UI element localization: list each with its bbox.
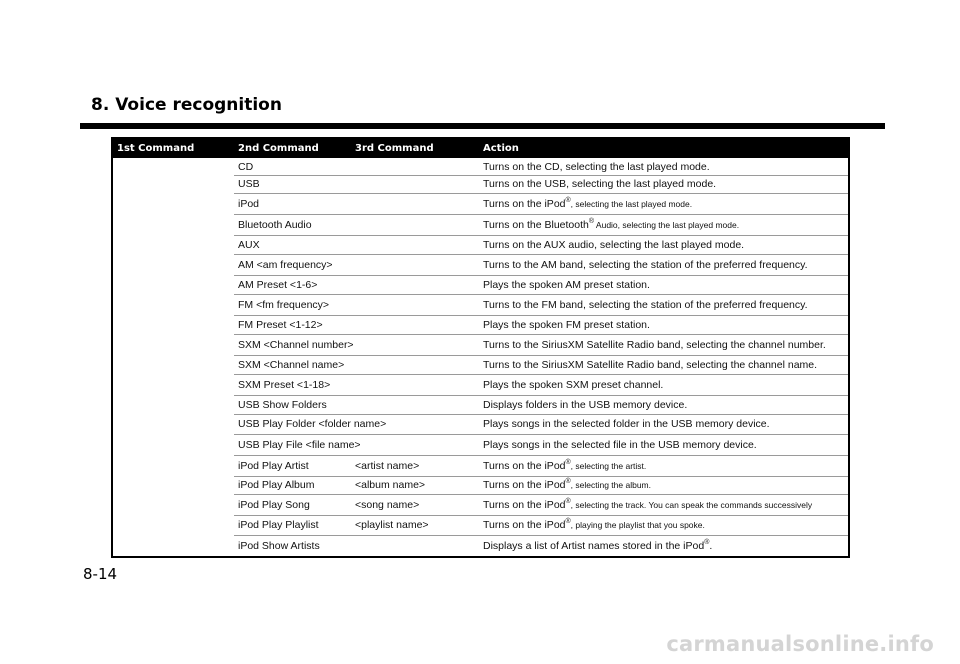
second-command-cell: iPod Play Album	[238, 479, 315, 491]
second-command-cell: SXM <Channel name>	[238, 359, 345, 371]
third-command-cell: <artist name>	[355, 460, 420, 472]
watermark: carmanualsonline.info	[666, 632, 934, 656]
header-action: Action	[483, 143, 519, 154]
second-command-cell: iPod Play Song	[238, 499, 310, 511]
action-cell	[483, 399, 687, 411]
table-row	[234, 455, 848, 477]
action-cell	[483, 198, 692, 210]
action-cell	[483, 219, 739, 231]
table-row	[234, 476, 848, 495]
action-cell	[483, 161, 710, 173]
action-cell	[483, 259, 808, 271]
action-cell	[483, 299, 808, 311]
action-text: Plays songs in the selected file in the USB memory device.	[483, 439, 757, 451]
action-text-tail: , selecting the last played mode.	[570, 199, 693, 209]
second-command-cell: SXM <Channel number>	[238, 339, 354, 351]
third-command-cell: <playlist name>	[355, 519, 429, 531]
action-text: Turns to the AM band, selecting the station of the preferred frequency.	[483, 259, 808, 271]
action-text: Turns on the iPod	[483, 460, 566, 472]
action-text: Displays a list of Artist names stored in the iPod	[483, 540, 705, 552]
table-row	[234, 315, 848, 335]
table-row	[234, 235, 848, 255]
second-command-cell: iPod Show Artists	[238, 540, 320, 552]
table-row	[234, 355, 848, 375]
registered-mark: ®	[588, 217, 595, 225]
action-text: Turns on the AUX audio, selecting the last played mode.	[483, 239, 745, 251]
second-command-cell: AUX	[238, 239, 260, 251]
table-row	[234, 395, 848, 415]
third-command-cell: <album name>	[355, 479, 426, 491]
action-text-tail: .	[709, 540, 713, 552]
registered-mark: ®	[565, 458, 571, 466]
table-row	[234, 275, 848, 295]
page-title: 8. Voice recognition	[91, 95, 282, 115]
header-1st-command: 1st Command	[117, 143, 195, 154]
second-command-cell: USB	[238, 178, 260, 190]
action-cell	[483, 339, 826, 351]
second-command-cell: iPod Play Artist	[238, 460, 309, 472]
action-cell	[483, 439, 757, 451]
registered-mark: ®	[565, 196, 571, 204]
second-command-cell: CD	[238, 161, 254, 173]
second-command-cell: iPod	[238, 198, 260, 210]
action-text-tail: , playing the playlist that you spoke.	[570, 520, 705, 530]
table-row	[234, 434, 848, 456]
second-command-cell: AM <am frequency>	[238, 259, 333, 271]
second-command-cell: AM Preset <1-6>	[238, 279, 318, 291]
table-row	[234, 193, 848, 215]
table-row	[234, 515, 848, 536]
table-row	[234, 175, 848, 194]
table-row	[234, 294, 848, 316]
action-text: Turns to the FM band, selecting the station of the preferred frequency.	[483, 299, 808, 311]
page-number: 8-14	[83, 565, 118, 583]
action-text-tail: , selecting the artist.	[570, 461, 647, 471]
action-text-tail: Audio, selecting the last played mode.	[594, 220, 740, 230]
table-row	[234, 334, 848, 356]
second-command-cell: Bluetooth Audio	[238, 219, 312, 231]
action-cell	[483, 279, 650, 291]
action-text: Turns on the iPod	[483, 499, 566, 511]
header-3rd-command: 3rd Command	[355, 143, 434, 154]
action-cell	[483, 319, 650, 331]
table-row	[234, 414, 848, 435]
table-row	[234, 158, 848, 176]
header-2nd-command: 2nd Command	[238, 143, 319, 154]
second-command-cell: FM <fm frequency>	[238, 299, 330, 311]
action-text: Turns on the USB, selecting the last played mode.	[483, 178, 717, 190]
action-text: Plays the spoken FM preset station.	[483, 319, 650, 331]
table-body	[113, 158, 848, 556]
second-command-cell: USB Play File <file name>	[238, 439, 361, 451]
registered-mark: ®	[565, 517, 571, 525]
action-cell	[483, 379, 663, 391]
action-text-tail: , selecting the album.	[570, 480, 651, 490]
second-command-cell: USB Play Folder <folder name>	[238, 418, 387, 430]
action-text: Turns on the iPod	[483, 519, 566, 531]
second-command-cell: FM Preset <1-12>	[238, 319, 323, 331]
action-text: Turns to the SiriusXM Satellite Radio band, selecting the channel number.	[483, 339, 826, 351]
table-row	[234, 374, 848, 396]
action-cell	[483, 178, 716, 190]
third-command-cell: <song name>	[355, 499, 420, 511]
action-cell	[483, 479, 651, 491]
voice-command-table	[111, 137, 850, 558]
action-text: Plays songs in the selected folder in the USB memory device.	[483, 418, 770, 430]
action-text-tail: , selecting the track. You can speak the commands successively	[570, 500, 813, 510]
action-cell	[483, 519, 705, 531]
action-cell	[483, 499, 812, 511]
registered-mark: ®	[565, 497, 571, 505]
action-text: Turns on the iPod	[483, 198, 566, 210]
table-header	[113, 139, 848, 158]
action-cell	[483, 460, 646, 472]
action-text: Plays the spoken AM preset station.	[483, 279, 650, 291]
table-row	[234, 494, 848, 516]
action-text: Plays the spoken SXM preset channel.	[483, 379, 664, 391]
action-text: Turns on the iPod	[483, 479, 566, 491]
action-cell	[483, 239, 744, 251]
second-command-cell: USB Show Folders	[238, 399, 327, 411]
action-text: Turns on the Bluetooth	[483, 219, 589, 231]
table-row	[234, 254, 848, 276]
action-cell	[483, 418, 770, 430]
action-text: Turns on the CD, selecting the last played mode.	[483, 161, 710, 173]
action-cell	[483, 359, 817, 371]
table-row	[234, 214, 848, 236]
title-rule	[80, 123, 885, 129]
registered-mark: ®	[704, 538, 710, 546]
registered-mark: ®	[565, 477, 571, 485]
action-cell	[483, 540, 712, 552]
second-command-cell: iPod Play Playlist	[238, 519, 319, 531]
action-text: Displays folders in the USB memory device.	[483, 399, 688, 411]
table-row	[234, 535, 848, 556]
action-text: Turns to the SiriusXM Satellite Radio band, selecting the channel name.	[483, 359, 818, 371]
second-command-cell: SXM Preset <1-18>	[238, 379, 331, 391]
